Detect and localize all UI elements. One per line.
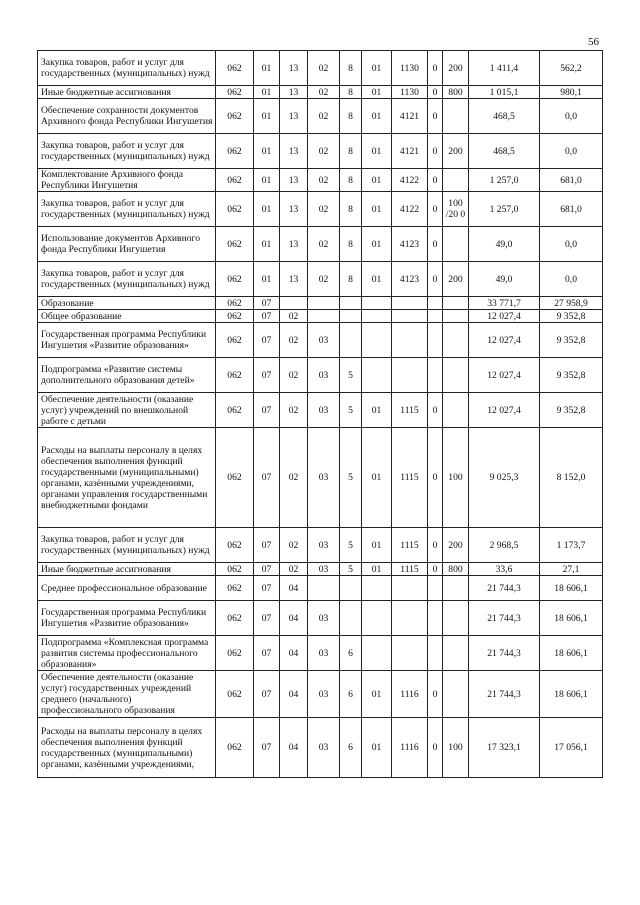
cell-c4: 1115 [392,563,428,576]
cell-rz: 01 [254,192,280,227]
cell-v1: 1 257,0 [469,192,540,227]
cell-c1 [308,576,340,601]
cell-v1: 21 744,3 [469,601,540,636]
cell-v1: 21 744,3 [469,636,540,671]
table-row [38,563,603,576]
table-row [38,134,603,169]
cell-adm: 062 [216,636,254,671]
cell-c2: 5 [340,563,362,576]
cell-c2: 6 [340,636,362,671]
cell-c3: 01 [362,134,392,169]
table-row [38,636,603,671]
cell-v2: 9 352,8 [540,358,603,393]
cell-c5: 0 [428,671,443,718]
cell-c2: 8 [340,99,362,134]
cell-name: Иные бюджетные ассигнования [38,86,216,99]
cell-c3: 01 [362,393,392,428]
cell-v1: 1 257,0 [469,169,540,192]
cell-name: Использование документов Архивного фонда Республики Ингушетия [38,227,216,262]
cell-v1: 33,6 [469,563,540,576]
cell-c3: 01 [362,99,392,134]
cell-c4 [392,358,428,393]
cell-c3: 01 [362,86,392,99]
cell-c5: 0 [428,563,443,576]
cell-v2: 9 352,8 [540,393,603,428]
cell-c2: 8 [340,51,362,86]
cell-v2: 8 152,0 [540,428,603,528]
cell-c2: 8 [340,169,362,192]
cell-name: Закупка товаров, работ и услуг для государственных (муниципальных) нужд [38,51,216,86]
cell-c5 [428,297,443,310]
cell-c5: 0 [428,99,443,134]
cell-vr [443,601,469,636]
cell-vr: 800 [443,563,469,576]
cell-name: Закупка товаров, работ и услуг для государственных (муниципальных) нужд [38,134,216,169]
cell-c1: 03 [308,528,340,563]
cell-v2: 1 173,7 [540,528,603,563]
cell-c2: 8 [340,227,362,262]
cell-c3: 01 [362,169,392,192]
cell-c5 [428,601,443,636]
cell-name: Государственная программа Республики Ингушетия «Развитие образования» [38,323,216,358]
cell-pr: 04 [280,718,308,778]
cell-c1: 02 [308,51,340,86]
cell-rz: 07 [254,576,280,601]
table-row [38,51,603,86]
cell-c3 [362,323,392,358]
cell-c1: 02 [308,99,340,134]
cell-vr [443,169,469,192]
cell-pr: 13 [280,227,308,262]
cell-vr [443,323,469,358]
table-row [38,262,603,297]
cell-c1 [308,297,340,310]
cell-c3 [362,358,392,393]
cell-rz: 07 [254,636,280,671]
cell-v1: 17 323,1 [469,718,540,778]
cell-c4: 1116 [392,671,428,718]
cell-c2: 8 [340,134,362,169]
cell-v1: 33 771,7 [469,297,540,310]
cell-c1: 03 [308,563,340,576]
cell-vr [443,636,469,671]
cell-v1: 2 968,5 [469,528,540,563]
cell-rz: 07 [254,323,280,358]
table-row [38,393,603,428]
table-row [38,192,603,227]
cell-c4 [392,636,428,671]
cell-c4: 1115 [392,528,428,563]
cell-c4 [392,310,428,323]
cell-v2: 0,0 [540,262,603,297]
cell-c1: 03 [308,601,340,636]
cell-c3: 01 [362,192,392,227]
cell-vr [443,99,469,134]
cell-c5: 0 [428,528,443,563]
cell-pr: 02 [280,563,308,576]
cell-pr: 04 [280,636,308,671]
cell-name: Среднее профессиональное образование [38,576,216,601]
cell-c5 [428,576,443,601]
cell-c5 [428,636,443,671]
cell-adm: 062 [216,601,254,636]
cell-v2: 681,0 [540,192,603,227]
cell-name: Общее образование [38,310,216,323]
cell-c2 [340,323,362,358]
cell-c4: 4121 [392,99,428,134]
cell-c1: 02 [308,227,340,262]
table-row [38,323,603,358]
table-row [38,528,603,563]
cell-vr [443,227,469,262]
cell-name: Обеспечение деятельности (оказание услуг) государственных учреждений среднего (начального) профессионального образования [38,671,216,718]
cell-pr: 13 [280,51,308,86]
cell-adm: 062 [216,576,254,601]
cell-c2: 5 [340,528,362,563]
cell-pr [280,297,308,310]
cell-rz: 01 [254,262,280,297]
cell-name: Расходы на выплаты персоналу в целях обеспечения выполнения функций государственных (муниципальными) органами, казёнными учреждениями, [38,718,216,778]
cell-name: Расходы на выплаты персоналу в целях обеспечения выполнения функций государственными (муниципальными) органами, казёнными учреждениями, органами управления государственными внебюджетными фондами [38,428,216,528]
cell-c1: 03 [308,428,340,528]
cell-v2: 0,0 [540,227,603,262]
cell-c1: 03 [308,323,340,358]
cell-v1: 12 027,4 [469,310,540,323]
cell-name: Комплектование Архивного фонда Республики Ингушетия [38,169,216,192]
cell-c5: 0 [428,134,443,169]
cell-v2: 18 606,1 [540,601,603,636]
cell-v2: 9 352,8 [540,323,603,358]
cell-adm: 062 [216,671,254,718]
cell-v1: 21 744,3 [469,576,540,601]
cell-pr: 02 [280,428,308,528]
cell-c3: 01 [362,227,392,262]
table-row [38,428,603,528]
cell-c3: 01 [362,563,392,576]
cell-c2 [340,576,362,601]
cell-c4: 4121 [392,134,428,169]
cell-adm: 062 [216,134,254,169]
cell-c3 [362,310,392,323]
cell-adm: 062 [216,310,254,323]
cell-c1: 02 [308,134,340,169]
cell-v2: 9 352,8 [540,310,603,323]
cell-adm: 062 [216,297,254,310]
cell-rz: 01 [254,99,280,134]
cell-vr: 100 [443,718,469,778]
cell-c1: 03 [308,358,340,393]
table-row [38,169,603,192]
cell-c3: 01 [362,262,392,297]
cell-name: Обеспечение сохранности документов Архивного фонда Республики Ингушетия [38,99,216,134]
cell-rz: 07 [254,671,280,718]
table-row [38,310,603,323]
cell-c5: 0 [428,428,443,528]
cell-c3 [362,601,392,636]
cell-pr: 04 [280,576,308,601]
cell-v2: 980,1 [540,86,603,99]
cell-c1: 02 [308,169,340,192]
cell-vr: 200 [443,51,469,86]
cell-pr: 13 [280,192,308,227]
cell-adm: 062 [216,393,254,428]
table-row [38,671,603,718]
cell-adm: 062 [216,51,254,86]
cell-c5: 0 [428,227,443,262]
cell-c2: 5 [340,393,362,428]
cell-vr [443,358,469,393]
cell-v1: 9 025,3 [469,428,540,528]
cell-c1: 02 [308,86,340,99]
cell-vr: 200 [443,262,469,297]
cell-c3 [362,576,392,601]
cell-c1: 02 [308,192,340,227]
table-row [38,227,603,262]
cell-adm: 062 [216,323,254,358]
cell-v2: 27 958,9 [540,297,603,310]
cell-vr: 200 [443,528,469,563]
table-row [38,99,603,134]
table-row [38,718,603,778]
cell-v2: 17 056,1 [540,718,603,778]
cell-c5: 0 [428,262,443,297]
cell-c5: 0 [428,718,443,778]
cell-c1: 03 [308,636,340,671]
cell-vr [443,310,469,323]
cell-rz: 01 [254,134,280,169]
cell-c2: 6 [340,718,362,778]
cell-adm: 062 [216,86,254,99]
cell-c4: 1115 [392,393,428,428]
cell-c3 [362,297,392,310]
cell-c3: 01 [362,528,392,563]
cell-v1: 468,5 [469,99,540,134]
cell-pr: 13 [280,134,308,169]
cell-v2: 27,1 [540,563,603,576]
cell-pr: 13 [280,262,308,297]
cell-c2 [340,310,362,323]
cell-rz: 01 [254,86,280,99]
cell-vr [443,297,469,310]
cell-c5: 0 [428,169,443,192]
cell-name: Обеспечение деятельности (оказание услуг) учреждений по внешкольной работе с детьми [38,393,216,428]
cell-c2: 6 [340,671,362,718]
cell-name: Иные бюджетные ассигнования [38,563,216,576]
cell-v1: 468,5 [469,134,540,169]
cell-v2: 562,2 [540,51,603,86]
cell-c3 [362,636,392,671]
cell-c1 [308,310,340,323]
cell-c4: 4123 [392,227,428,262]
cell-pr: 13 [280,86,308,99]
cell-c2: 8 [340,86,362,99]
table-row [38,86,603,99]
table-row [38,601,603,636]
cell-pr: 02 [280,310,308,323]
cell-v1: 1 411,4 [469,51,540,86]
cell-name: Подпрограмма «Комплексная программа развития системы профессионального образования» [38,636,216,671]
cell-c5: 0 [428,393,443,428]
cell-c4: 1116 [392,718,428,778]
cell-adm: 062 [216,428,254,528]
cell-c5 [428,358,443,393]
cell-pr: 02 [280,358,308,393]
cell-v2: 0,0 [540,134,603,169]
cell-c2 [340,601,362,636]
cell-c2 [340,297,362,310]
cell-adm: 062 [216,262,254,297]
budget-table-body [38,51,603,778]
cell-name: Закупка товаров, работ и услуг для государственных (муниципальных) нужд [38,528,216,563]
cell-vr: 200 [443,134,469,169]
cell-rz: 07 [254,528,280,563]
cell-c5: 0 [428,51,443,86]
cell-v2: 0,0 [540,99,603,134]
cell-c1: 03 [308,393,340,428]
cell-c1: 02 [308,262,340,297]
cell-v1: 12 027,4 [469,393,540,428]
cell-pr: 13 [280,169,308,192]
cell-c2: 5 [340,428,362,528]
cell-c5 [428,323,443,358]
cell-c4 [392,323,428,358]
cell-pr: 04 [280,601,308,636]
cell-rz: 07 [254,358,280,393]
cell-adm: 062 [216,358,254,393]
cell-vr [443,576,469,601]
cell-adm: 062 [216,169,254,192]
cell-v1: 1 015,1 [469,86,540,99]
cell-adm: 062 [216,227,254,262]
cell-pr: 02 [280,323,308,358]
cell-name: Подпрограмма «Развитие системы дополнительного образования детей» [38,358,216,393]
cell-name: Образование [38,297,216,310]
cell-c4: 1130 [392,86,428,99]
cell-c5: 0 [428,86,443,99]
cell-adm: 062 [216,528,254,563]
cell-v1: 21 744,3 [469,671,540,718]
cell-rz: 07 [254,563,280,576]
cell-c4: 4122 [392,192,428,227]
cell-c4: 4122 [392,169,428,192]
cell-c4: 1130 [392,51,428,86]
cell-name: Государственная программа Республики Ингушетия «Развитие образования» [38,601,216,636]
cell-c3: 01 [362,718,392,778]
cell-c2: 8 [340,262,362,297]
cell-c3: 01 [362,51,392,86]
cell-adm: 062 [216,99,254,134]
cell-rz: 07 [254,428,280,528]
cell-vr [443,393,469,428]
cell-v1: 49,0 [469,227,540,262]
cell-adm: 062 [216,563,254,576]
cell-v2: 18 606,1 [540,671,603,718]
cell-pr: 02 [280,393,308,428]
cell-c5: 0 [428,192,443,227]
table-row [38,297,603,310]
cell-rz: 07 [254,297,280,310]
cell-pr: 13 [280,99,308,134]
cell-adm: 062 [216,718,254,778]
cell-v1: 49,0 [469,262,540,297]
cell-c4 [392,576,428,601]
cell-rz: 07 [254,718,280,778]
cell-vr [443,671,469,718]
cell-c3: 01 [362,671,392,718]
cell-vr: 800 [443,86,469,99]
cell-rz: 01 [254,51,280,86]
cell-c2: 8 [340,192,362,227]
cell-c4 [392,601,428,636]
cell-adm: 062 [216,192,254,227]
cell-v2: 681,0 [540,169,603,192]
cell-v2: 18 606,1 [540,576,603,601]
budget-table [37,50,603,778]
cell-c1: 03 [308,671,340,718]
cell-c2: 5 [340,358,362,393]
cell-rz: 07 [254,393,280,428]
cell-v1: 12 027,4 [469,323,540,358]
cell-v2: 18 606,1 [540,636,603,671]
cell-name: Закупка товаров, работ и услуг для государственных (муниципальных) нужд [38,262,216,297]
cell-c1: 03 [308,718,340,778]
table-row [38,576,603,601]
cell-vr: 100 /20 0 [443,192,469,227]
cell-name: Закупка товаров, работ и услуг для государственных (муниципальных) нужд [38,192,216,227]
cell-c3: 01 [362,428,392,528]
cell-rz: 01 [254,227,280,262]
page-number: 56 [588,36,599,48]
cell-c5 [428,310,443,323]
cell-c4 [392,297,428,310]
cell-pr: 04 [280,671,308,718]
cell-vr: 100 [443,428,469,528]
cell-pr: 02 [280,528,308,563]
cell-c4: 1115 [392,428,428,528]
table-row [38,358,603,393]
cell-rz: 07 [254,601,280,636]
cell-rz: 07 [254,310,280,323]
cell-rz: 01 [254,169,280,192]
cell-v1: 12 027,4 [469,358,540,393]
cell-c4: 4123 [392,262,428,297]
